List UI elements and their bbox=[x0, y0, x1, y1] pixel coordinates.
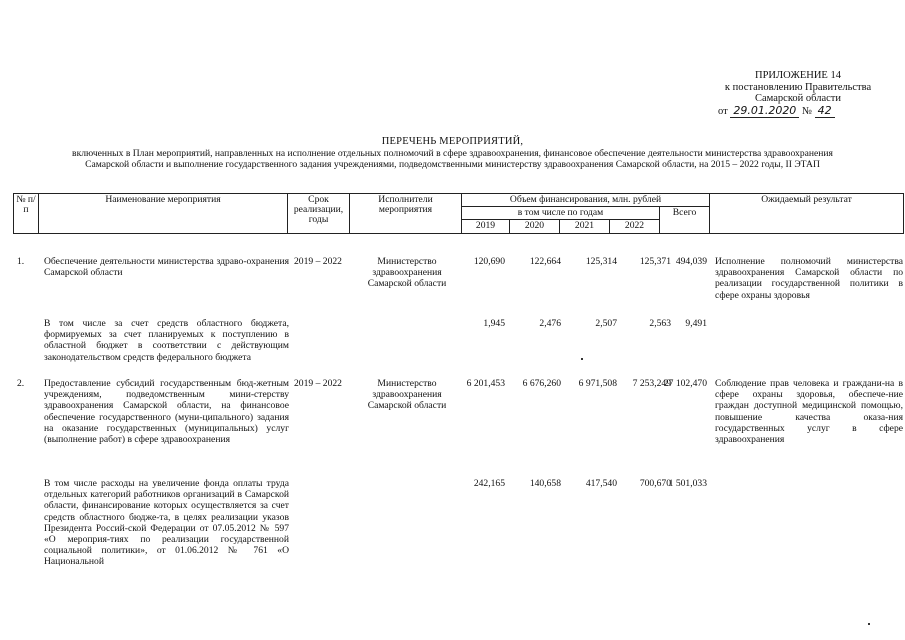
table-header bbox=[13, 193, 904, 234]
row-value-2019: 120,690 bbox=[473, 256, 505, 267]
row-value-2021: 6 971,508 bbox=[578, 378, 617, 389]
annex-date: 29.01.2020 bbox=[730, 104, 799, 118]
row-executor: Министерство здравоохранения Самарской области bbox=[367, 256, 447, 290]
header-by-years: в том числе по годам bbox=[462, 207, 660, 220]
header-year-2022: 2022 bbox=[610, 220, 660, 233]
annex-number: 42 bbox=[815, 104, 835, 118]
title-line-2: включенных в План мероприятий, направленных на исполнение отдельных полномочий в сфере здравоохранения, финансовое обеспечение деятельности министерства здравоохранения bbox=[72, 147, 833, 159]
row-executor: Министерство здравоохранения Самарской области bbox=[367, 378, 447, 412]
header-year-2019: 2019 bbox=[462, 220, 510, 233]
header-name: Наименование мероприятия bbox=[39, 194, 288, 234]
annex-block bbox=[718, 70, 878, 117]
row-name: Предоставление субсидий государственным бюд-жетным учреждениям, подведомственным мини-стерству здравоохранения Самарской области, на финансовое обеспечение государственного (муни-ципального) задания на оказание государственных (муниципальных) услуг (выполнение работ) в сфере здравоохранения bbox=[44, 378, 289, 446]
row-number: 1. bbox=[17, 256, 25, 267]
row-name: Обеспечение деятельности министерства здраво-охранения Самарской области bbox=[44, 256, 289, 279]
header-year-2020: 2020 bbox=[510, 220, 560, 233]
row-value-2019: 1,945 bbox=[483, 318, 505, 329]
header-result: Ожидаемый результат bbox=[710, 194, 904, 234]
row-value-2021: 125,314 bbox=[585, 256, 617, 267]
row-term: 2019 – 2022 bbox=[294, 378, 342, 389]
header-executors: Исполнители мероприятия bbox=[350, 194, 462, 234]
annex-from-label: от bbox=[718, 105, 728, 117]
row-term: 2019 – 2022 bbox=[294, 256, 342, 267]
header-term: Срок реализации, годы bbox=[288, 194, 350, 234]
row-total: 27 102,470 bbox=[663, 378, 707, 389]
row-value-2019: 242,165 bbox=[473, 478, 505, 489]
scan-speck bbox=[581, 358, 583, 360]
row-total: 9,491 bbox=[685, 318, 707, 329]
annex-line-2: к постановлению Правительства bbox=[724, 81, 872, 93]
row-total: 1 501,033 bbox=[668, 478, 707, 489]
row-value-2022: 700,670 bbox=[639, 478, 671, 489]
scan-speck bbox=[868, 623, 870, 625]
row-value-2022: 7 253,249 bbox=[632, 378, 671, 389]
annex-title: ПРИЛОЖЕНИЕ 14 bbox=[755, 70, 841, 81]
header-total: Всего bbox=[660, 207, 710, 233]
row-value-2020: 122,664 bbox=[529, 256, 561, 267]
row-value-2020: 6 676,260 bbox=[522, 378, 561, 389]
row-value-2022: 2,563 bbox=[649, 318, 671, 329]
title-line-3: Самарской области и выполнение государственного задания учреждениями, подведомственными министерству здравоохранения Самарской области, на 2015 – 2022 годы, II ЭТАП bbox=[85, 159, 820, 171]
row-name: В том числе расходы на увеличение фонда оплаты труда отдельных категорий работников организаций в Самарской области, финансирование которых осуществляется за счет средств областного бюдже-та, в целях реализации указов Президента Россий-ской Федерации от 07.05.2012 № 597 «О мероприя-тиях по реализации государственной социальной политики», от 01.06.2012 № 761 «О Национальной bbox=[44, 478, 289, 568]
row-value-2022: 125,371 bbox=[639, 256, 671, 267]
row-value-2019: 6 201,453 bbox=[466, 378, 505, 389]
annex-line-3: Самарской области bbox=[755, 93, 841, 104]
title-line-1: ПЕРЕЧЕНЬ МЕРОПРИЯТИЙ, bbox=[381, 136, 524, 147]
row-value-2020: 2,476 bbox=[539, 318, 561, 329]
row-result: Соблюдение прав человека и граждани-на в сфере охраны здоровья, обеспече-ние граждан доступной медицинской помощью, повышение качества оказа-ния государственных услуг в сфере здравоохранения bbox=[715, 378, 903, 446]
row-result: Исполнение полномочий министерства здравоохранения Самарской области по реализации государственной политики в сфере охраны здоровья bbox=[715, 256, 903, 301]
row-name: В том числе за счет средств областного бюджета, формируемых за счет планируемых к поступлению в областной бюджет в соответствии с действующим законодательством средств федерального бюджета bbox=[44, 318, 289, 363]
annex-number-label: № bbox=[801, 105, 812, 117]
row-number: 2. bbox=[17, 378, 25, 389]
header-year-2021: 2021 bbox=[560, 220, 610, 233]
row-value-2020: 140,658 bbox=[529, 478, 561, 489]
header-funding: Объем финансирования, млн. рублей bbox=[462, 194, 710, 207]
document-title bbox=[0, 136, 905, 171]
header-num: № п/п bbox=[14, 194, 39, 234]
row-value-2021: 417,540 bbox=[585, 478, 617, 489]
row-total: 494,039 bbox=[675, 256, 707, 267]
row-value-2021: 2,507 bbox=[595, 318, 617, 329]
annex-date-line bbox=[718, 105, 878, 118]
